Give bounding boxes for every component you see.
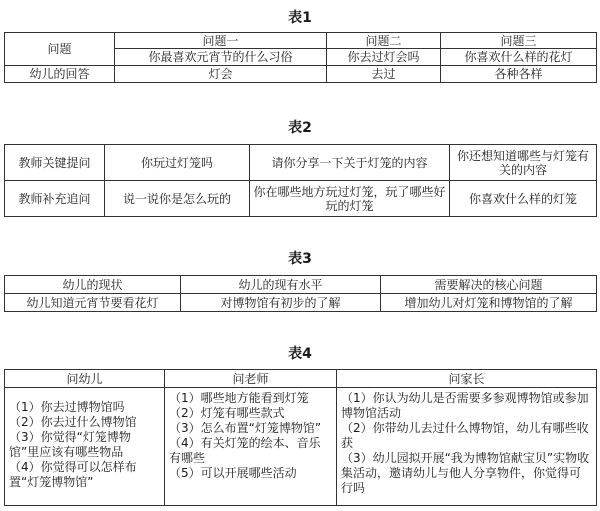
table3-title: 表3 (288, 251, 312, 267)
answer-cell: 去过 (327, 66, 441, 83)
list-item: （5）可以开展哪些活动 (169, 466, 297, 480)
answer-label: 幼儿的回答 (5, 66, 115, 83)
question-label: 问题三 (441, 33, 597, 49)
table-cell: 说一说你是怎么玩的 (105, 181, 250, 217)
table4-title: 表4 (288, 346, 312, 362)
teacher-questions (165, 388, 337, 506)
list-item: （3）幼儿园拟开展“我为博物馆献宝贝”实物收集活动，邀请幼儿与他人分享物件，你觉得可行吗 (341, 451, 590, 495)
column-header: 问幼儿 (5, 370, 165, 388)
list-item: （1）你认为幼儿是否需要多参观博物馆或参加博物馆活动 (341, 391, 589, 420)
question-label: 问题二 (327, 33, 441, 49)
column-header: 需要解决的核心问题 (381, 276, 597, 294)
list-item: （2）你去过什么博物馆 (9, 415, 137, 429)
children-questions (5, 388, 165, 506)
list-item: （1）你去过博物馆吗 (9, 400, 125, 414)
table-cell: 你还想知道哪些与灯笼有关的内容 (450, 145, 597, 181)
table3 (4, 275, 597, 312)
answer-cell: 灯会 (115, 66, 327, 83)
question-text: 你喜欢什么样的花灯 (441, 49, 597, 66)
table1 (4, 32, 597, 83)
table-cell: 增加幼儿对灯笼和博物馆的了解 (381, 294, 597, 312)
table-cell: 幼儿知道元宵节要看花灯 (5, 294, 181, 312)
column-header: 问家长 (337, 370, 597, 388)
table4 (4, 369, 597, 506)
table2 (4, 144, 597, 217)
column-header: 幼儿的现有水平 (181, 276, 381, 294)
list-item: （1）哪些地方能看到灯笼 (169, 391, 309, 405)
parent-questions (337, 388, 597, 506)
table-cell: 你在哪些地方玩过灯笼，玩了哪些好玩的灯笼 (250, 181, 450, 217)
question-text: 你去过灯会吗 (327, 49, 441, 66)
list-item: （4）你觉得可以怎样布置“灯笼博物馆” (9, 460, 137, 489)
table1-title: 表1 (288, 10, 312, 26)
table-cell: 你玩过灯笼吗 (105, 145, 250, 181)
row-label: 教师补充追问 (5, 181, 105, 217)
column-header: 问老师 (165, 370, 337, 388)
column-header: 幼儿的现状 (5, 276, 181, 294)
table-cell: 对博物馆有初步的了解 (181, 294, 381, 312)
table-cell: 请你分享一下关于灯笼的内容 (250, 145, 450, 181)
table-cell: 你喜欢什么样的灯笼 (450, 181, 597, 217)
list-item: （4）有关灯笼的绘本、音乐有哪些 (169, 436, 321, 465)
table1-row-header: 问题 (5, 33, 115, 66)
question-text: 你最喜欢元宵节的什么习俗 (115, 49, 327, 66)
list-item: （3）你觉得“灯笼博物馆”里应该有哪些物品 (9, 430, 131, 459)
table2-title: 表2 (288, 120, 312, 136)
answer-cell: 各种各样 (441, 66, 597, 83)
list-item: （2）灯笼有哪些款式 (169, 406, 285, 420)
list-item: （2）你带幼儿去过什么博物馆，幼儿有哪些收获 (341, 421, 589, 450)
row-label: 教师关键提问 (5, 145, 105, 181)
question-label: 问题一 (115, 33, 327, 49)
list-item: （3）怎么布置“灯笼博物馆” (169, 421, 322, 435)
